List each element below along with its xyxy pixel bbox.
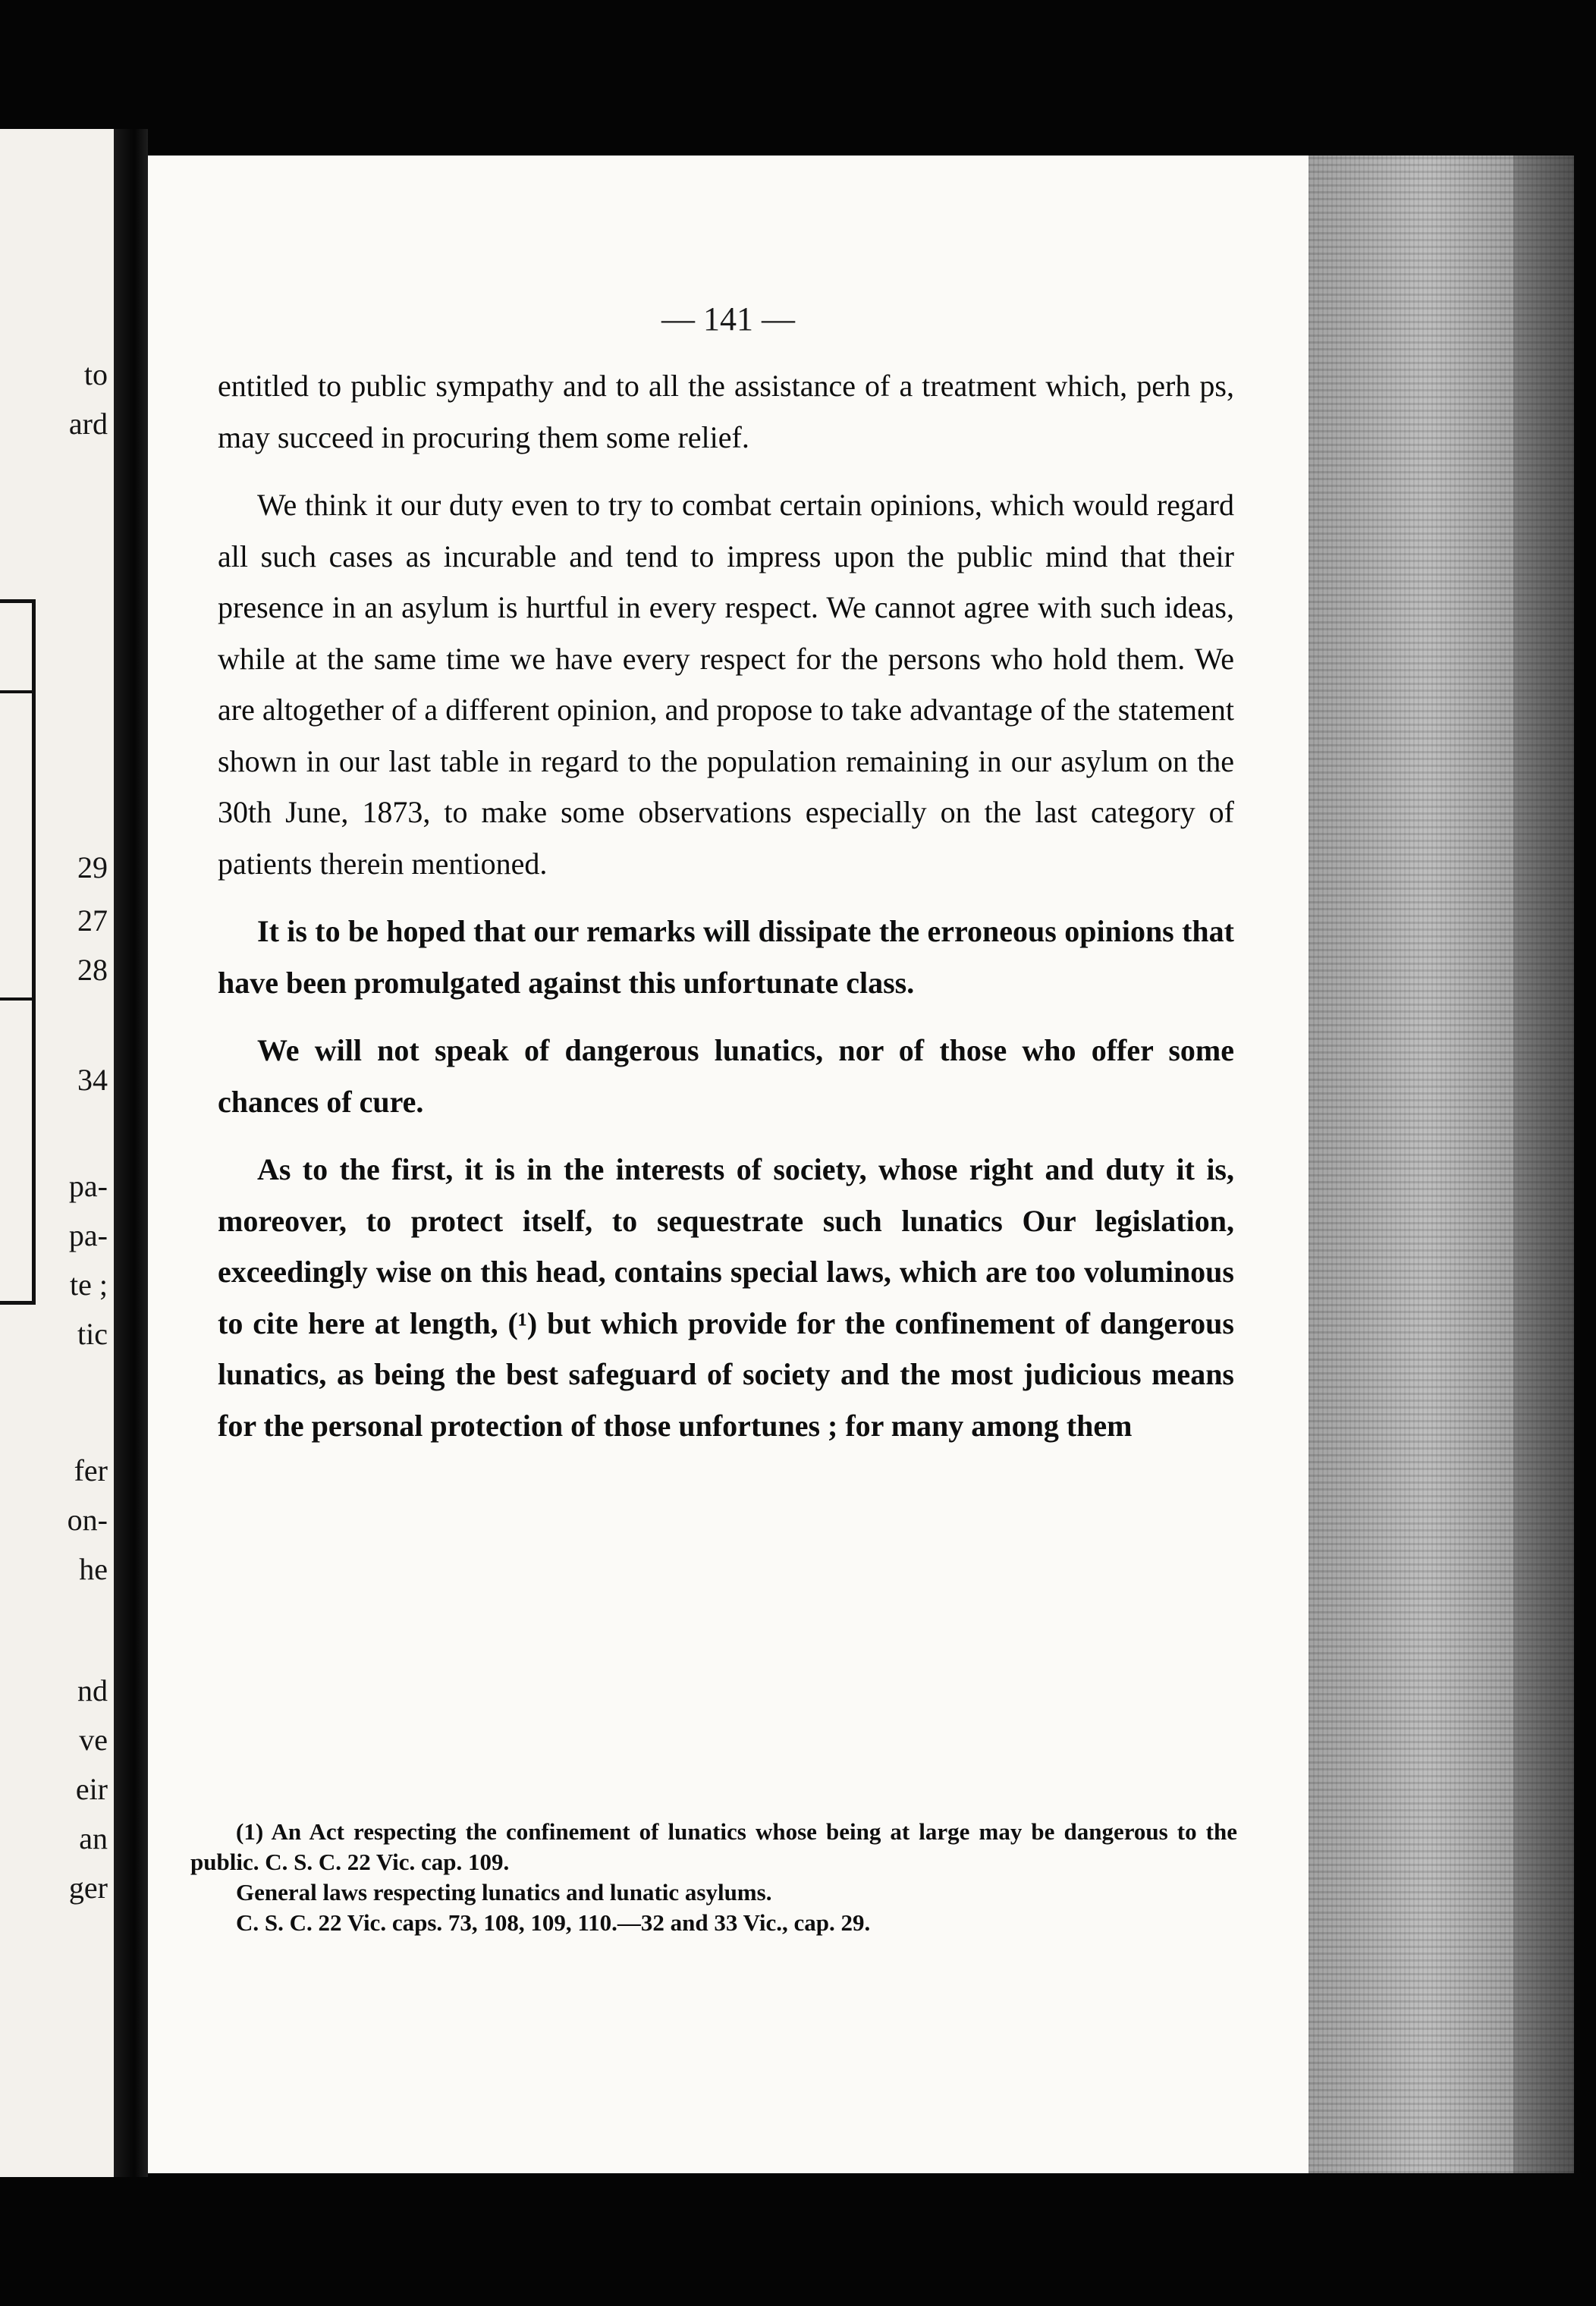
left-page-fragment: on- [67, 1503, 108, 1537]
left-page-fragment: fer [74, 1453, 108, 1488]
left-page-fragment: ard [68, 407, 108, 441]
left-page-table-border [0, 599, 36, 1305]
left-page-fragment: 29 [77, 850, 108, 884]
book-page [148, 156, 1309, 2173]
left-page-fragment: he [79, 1552, 108, 1586]
previous-page-edge [0, 129, 114, 2177]
left-page-fragment: 27 [77, 903, 108, 938]
footnote: (1) An Act respecting the confinement of lunatics whose being at large may be dangerous to the public. C. S. C. 22 Vic. cap. 109. [190, 1818, 1237, 1875]
left-page-fragment: 34 [77, 1063, 108, 1097]
left-page-fragment: to [83, 357, 108, 391]
left-page-fragment: 28 [77, 953, 108, 987]
page-stack-shadow [1513, 156, 1574, 2173]
left-page-fragment: eir [75, 1772, 108, 1806]
left-page-fragment: tic [77, 1317, 108, 1351]
page-body [218, 360, 1234, 1468]
page-number: — 141 — [661, 300, 795, 338]
book-gutter [114, 129, 148, 2177]
left-page-fragment: pa- [68, 1169, 108, 1203]
paragraph: We think it our duty even to try to combat certain opinions, which would regard all such cases as incurable and tend to impress upon the public mind that their presence in an asylum is hurtful in every respect. We cannot agree with such ideas, while at the same time we have every respect for the persons who hold them. We are altogether of a different opinion, and propose to take advantage of the statement shown in our last table in regard to the population remaining in our asylum on the 30th June, 1873, to make some observations especially on the last category of patients therein mentioned. [218, 488, 1234, 881]
footnote: General laws respecting lunatics and lunatic asylums. [236, 1879, 772, 1905]
paragraph: As to the first, it is in the interests of society, whose right and duty it is, moreover, to protect itself, to sequestrate such lunatics Our legislation, exceedingly wise on this head, contains special laws, which are too voluminous to cite here at length, (¹) but which provide for the confinement of dangerous lunatics, as being the best safeguard of society and the most judicious means for the personal protection of those unfortunes ; for many among them [218, 1152, 1234, 1443]
footnotes [190, 1817, 1237, 1938]
left-page-fragment: te ; [70, 1268, 108, 1302]
paragraph: entitled to public sympathy and to all the assistance of a treatment which, perh ps, may succeed in procuring them some relief. [218, 369, 1234, 454]
left-page-fragment: ger [68, 1871, 108, 1905]
footnote: C. S. C. 22 Vic. caps. 73, 108, 109, 110.—32 and 33 Vic., cap. 29. [236, 1909, 871, 1936]
left-page-fragment: nd [77, 1673, 108, 1708]
paragraph: It is to be hoped that our remarks will dissipate the erroneous opinions that have been promulgated against this unfortunate class. [218, 914, 1234, 1000]
left-page-fragment: pa- [68, 1218, 108, 1252]
left-page-fragment: ve [79, 1723, 108, 1757]
left-page-fragment: an [79, 1821, 108, 1855]
paragraph: We will not speak of dangerous lunatics, nor of those who offer some chances of cure. [218, 1033, 1234, 1119]
